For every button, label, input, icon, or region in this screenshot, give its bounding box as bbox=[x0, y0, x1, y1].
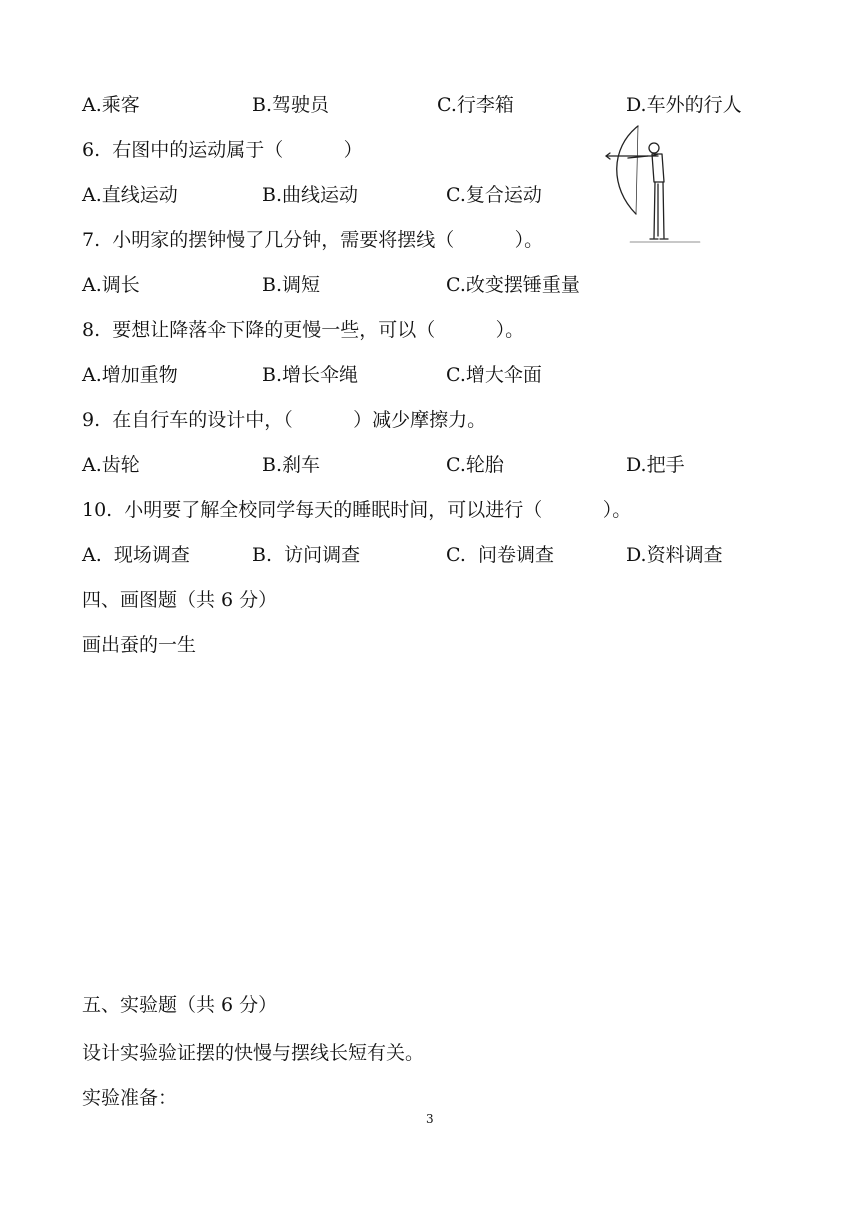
q5-option-b: B.驾驶员 bbox=[252, 94, 330, 116]
q6-option-a: A.直线运动 bbox=[82, 184, 178, 206]
q10-stem: 10. 小明要了解全校同学每天的睡眠时间，可以进行（ ）。 bbox=[82, 499, 632, 521]
drawing-area[interactable] bbox=[82, 670, 782, 970]
q8-option-a: A.增加重物 bbox=[82, 364, 178, 386]
section-5-prompt: 设计实验验证摆的快慢与摆线长短有关。 bbox=[82, 1042, 425, 1064]
q10-option-a: A. 现场调查 bbox=[82, 544, 190, 566]
q7-option-b: B.调短 bbox=[262, 274, 321, 296]
q9-option-a: A.齿轮 bbox=[82, 454, 140, 476]
q6-option-c: C.复合运动 bbox=[446, 184, 542, 206]
q7-option-a: A.调长 bbox=[82, 274, 140, 296]
archer-icon bbox=[600, 118, 710, 248]
q7-option-c: C.改变摆锤重量 bbox=[446, 274, 580, 296]
q6-option-b: B.曲线运动 bbox=[262, 184, 359, 206]
section-4-heading: 四、画图题（共 6 分） bbox=[82, 589, 278, 611]
section-4-prompt: 画出蚕的一生 bbox=[82, 634, 197, 656]
q6-stem: 6. 右图中的运动属于（ ） bbox=[82, 139, 363, 161]
q8-stem: 8. 要想让降落伞下降的更慢一些，可以（ ）。 bbox=[82, 319, 525, 341]
q10-option-d: D.资料调查 bbox=[626, 544, 723, 566]
section-5-subheading: 实验准备： bbox=[82, 1087, 178, 1109]
page-number: 3 bbox=[426, 1112, 434, 1126]
q7-stem: 7. 小明家的摆钟慢了几分钟，需要将摆线（ ）。 bbox=[82, 229, 544, 251]
archer-figure bbox=[600, 118, 710, 248]
q9-option-d: D.把手 bbox=[626, 454, 685, 476]
q10-option-b: B. 访问调查 bbox=[252, 544, 361, 566]
q5-option-c: C.行李箱 bbox=[437, 94, 514, 116]
section-5-heading: 五、实验题（共 6 分） bbox=[82, 994, 278, 1016]
q9-option-b: B.刹车 bbox=[262, 454, 321, 476]
q5-option-d: D.车外的行人 bbox=[626, 94, 742, 116]
q9-stem: 9. 在自行车的设计中，（ ）减少摩擦力。 bbox=[82, 409, 487, 431]
q8-option-b: B.增长伞绳 bbox=[262, 364, 359, 386]
q5-option-a: A.乘客 bbox=[82, 94, 140, 116]
q10-option-c: C. 问卷调查 bbox=[446, 544, 554, 566]
q9-option-c: C.轮胎 bbox=[446, 454, 504, 476]
q8-option-c: C.增大伞面 bbox=[446, 364, 542, 386]
